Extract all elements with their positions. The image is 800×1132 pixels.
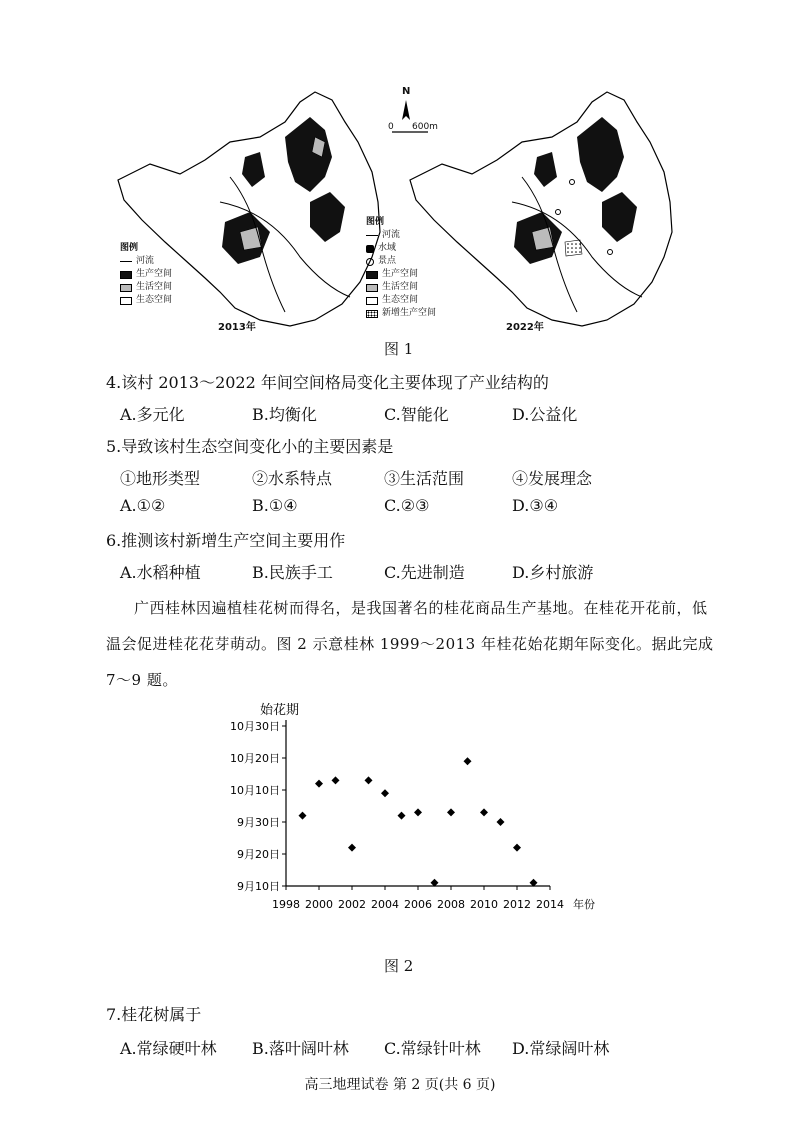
- data-point: [381, 789, 389, 797]
- legend-title: 图例: [120, 243, 139, 253]
- question-5-item-1: ①地形类型: [120, 469, 201, 488]
- figure-2-chart: [210, 700, 610, 950]
- passage-text: 广西桂林因遍植桂花树而得名，是我国著名的桂花商品生产基地。在桂花开花前，低温会促进桂花花芽萌动。图 2 示意桂林 1999～2013 年桂花始花期年际变化。据此完成 7～9 题。: [106, 599, 714, 689]
- legend-item-ecological: 生态空间: [366, 294, 436, 307]
- legend-item-river: 河流: [120, 255, 172, 268]
- data-point: [348, 844, 356, 852]
- legend-item-water: 水域: [366, 242, 436, 255]
- question-6-option-b[interactable]: B.民族手工: [252, 563, 333, 582]
- x-tick-label: 2000: [305, 898, 333, 911]
- legend-item-scenic: 景点: [366, 255, 436, 268]
- question-5-item-3: ③生活范围: [384, 469, 465, 488]
- question-4-option-d[interactable]: D.公益化: [512, 405, 578, 424]
- map-2022-scenic-spot: [608, 250, 613, 255]
- data-point: [464, 757, 472, 765]
- x-axis-label: 年份: [573, 898, 595, 911]
- y-tick-label: 9月30日: [237, 816, 280, 829]
- data-point: [315, 780, 323, 788]
- question-6-option-d[interactable]: D.乡村旅游: [512, 563, 594, 582]
- x-tick-label: 1998: [272, 898, 300, 911]
- map-2022-scenic-spot: [570, 180, 575, 185]
- figure-1-caption: 图 1: [384, 340, 414, 358]
- data-point: [299, 812, 307, 820]
- legend-item-river: 河流: [366, 229, 436, 242]
- legend-title: 图例: [366, 217, 385, 227]
- passage: [106, 590, 714, 698]
- data-point: [332, 776, 340, 784]
- legend-item-new-production: 新增生产空间: [366, 307, 436, 320]
- legend-item-ecological: 生态空间: [120, 294, 172, 307]
- question-4-option-c[interactable]: C.智能化: [384, 405, 449, 424]
- question-5-option-d[interactable]: D.③④: [512, 496, 559, 515]
- question-6-option-c[interactable]: C.先进制造: [384, 563, 465, 582]
- question-5-item-4: ④发展理念: [512, 469, 593, 488]
- data-point: [480, 808, 488, 816]
- figure-2-caption: 图 2: [384, 957, 414, 975]
- legend-2022: [366, 216, 436, 320]
- question-5-stem: 5.导致该村生态空间变化小的主要因素是: [106, 437, 394, 456]
- y-axis-label: 始花期: [260, 703, 300, 718]
- x-tick-label: 2004: [371, 898, 399, 911]
- x-tick-label: 2006: [404, 898, 432, 911]
- question-7-stem: 7.桂花树属于: [106, 1005, 202, 1024]
- question-7-option-c[interactable]: C.常绿针叶林: [384, 1039, 481, 1058]
- chart-svg: [210, 700, 610, 950]
- question-7-option-b[interactable]: B.落叶阔叶林: [252, 1039, 349, 1058]
- legend-2013: [120, 242, 172, 307]
- question-6-option-a[interactable]: A.水稻种植: [120, 563, 201, 582]
- scale-zero: 0: [388, 122, 394, 132]
- data-point: [513, 844, 521, 852]
- question-4-option-a[interactable]: A.多元化: [120, 405, 185, 424]
- question-6-stem: 6.推测该村新增生产空间主要用作: [106, 531, 346, 550]
- question-5-option-c[interactable]: C.②③: [384, 496, 430, 515]
- page-footer: 高三地理试卷 第 2 页(共 6 页): [304, 1077, 496, 1093]
- question-7-option-d[interactable]: D.常绿阔叶林: [512, 1039, 610, 1058]
- map-2022-year: 2022年: [506, 322, 544, 333]
- legend-item-living: 生活空间: [366, 281, 436, 294]
- data-point: [365, 776, 373, 784]
- question-5-item-2: ②水系特点: [252, 469, 333, 488]
- y-tick-label: 9月10日: [237, 880, 280, 893]
- question-4-stem: 4.该村 2013～2022 年间空间格局变化主要体现了产业结构的: [106, 373, 549, 392]
- question-5-option-a[interactable]: A.①②: [120, 496, 166, 515]
- data-point: [447, 808, 455, 816]
- x-tick-label: 2014: [536, 898, 564, 911]
- x-tick-label: 2008: [437, 898, 465, 911]
- map-2022-scenic-spot: [556, 210, 561, 215]
- x-tick-label: 2012: [503, 898, 531, 911]
- question-7-option-a[interactable]: A.常绿硬叶林: [120, 1039, 217, 1058]
- scale-distance: 600m: [412, 122, 438, 132]
- map-2013-year: 2013年: [218, 322, 256, 333]
- data-point: [398, 812, 406, 820]
- y-tick-label: 10月30日: [230, 720, 280, 733]
- y-tick-label: 10月20日: [230, 752, 280, 765]
- data-point: [414, 808, 422, 816]
- x-tick-label: 2010: [470, 898, 498, 911]
- legend-item-production: 生产空间: [366, 268, 436, 281]
- legend-item-living: 生活空间: [120, 281, 172, 294]
- north-label: N: [402, 86, 411, 97]
- y-tick-label: 10月10日: [230, 784, 280, 797]
- y-tick-label: 9月20日: [237, 848, 280, 861]
- map-2022-new-production: [565, 240, 582, 256]
- legend-item-production: 生产空间: [120, 268, 172, 281]
- north-arrow-icon: [402, 100, 410, 120]
- question-4-option-b[interactable]: B.均衡化: [252, 405, 317, 424]
- data-point: [497, 818, 505, 826]
- question-5-option-b[interactable]: B.①④: [252, 496, 298, 515]
- figure-1-maps: [110, 82, 690, 352]
- x-tick-label: 2002: [338, 898, 366, 911]
